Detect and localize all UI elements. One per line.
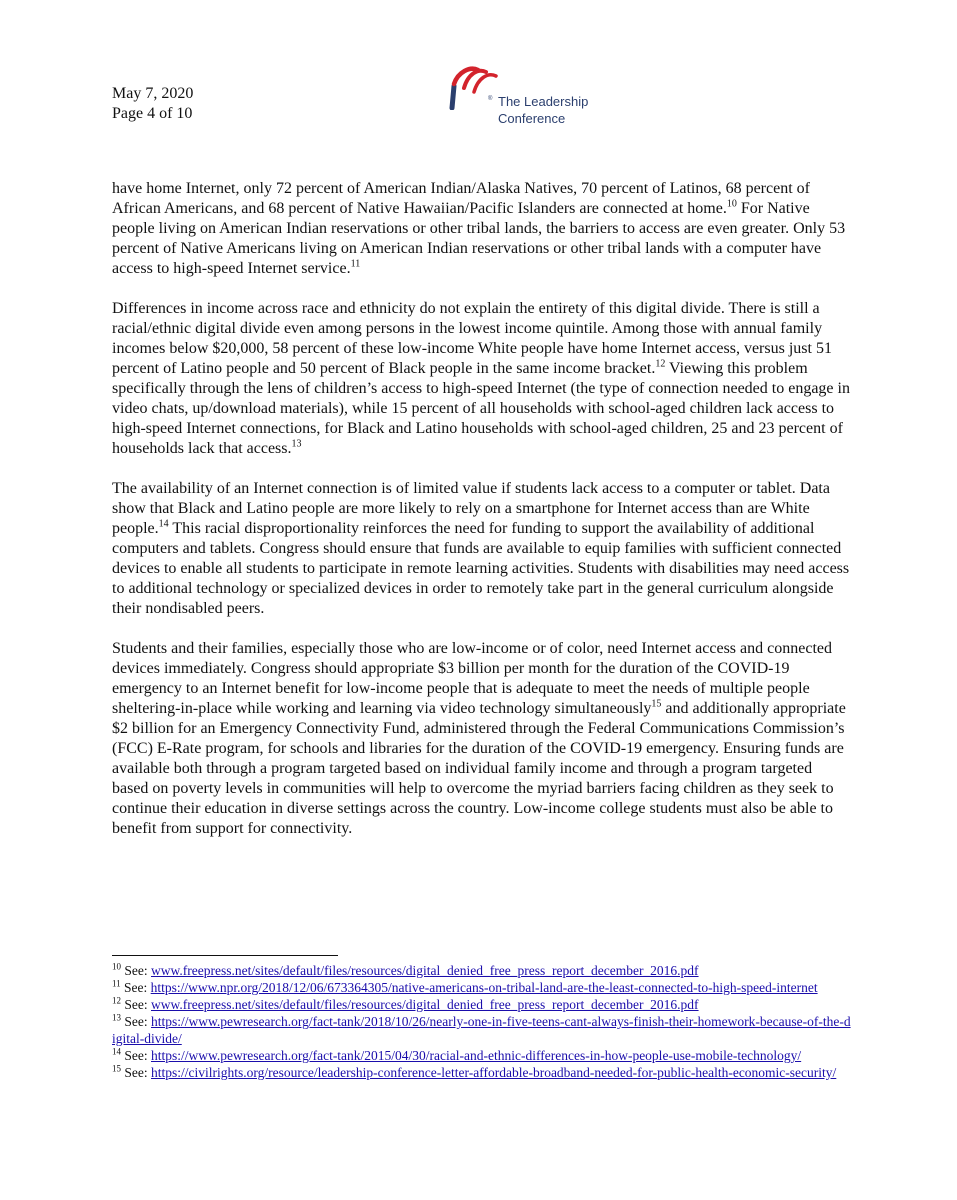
- letter-body: [112, 179, 852, 859]
- logo-line-1: The Leadership: [498, 94, 589, 109]
- paragraph-2: [112, 299, 852, 459]
- footnote-prefix: See:: [121, 1048, 151, 1063]
- page-number: Page 4 of 10: [112, 105, 193, 122]
- footnote-prefix: See:: [121, 1065, 151, 1080]
- footnote-link[interactable]: https://www.pewresearch.org/fact-tank/2018/10/26/nearly-one-in-five-teens-cant-always-finish-their-homework-because-of-the-digital-divide/: [112, 1014, 851, 1046]
- footnote-15: [112, 1064, 852, 1081]
- footnote-14: [112, 1047, 852, 1064]
- footnote-link[interactable]: www.freepress.net/sites/default/files/resources/digital_denied_free_press_report_december_2016.pdf: [151, 963, 699, 978]
- footnotes: [112, 962, 852, 1081]
- paragraph-3-text-a: The availability of an Internet connection is of limited value if students lack access to a computer or tablet. Data show that Black and Latino people are more likely to rely on a smartphone for Internet access than are White people.: [112, 480, 830, 537]
- registered-mark: ®: [488, 96, 493, 102]
- letter-date: May 7, 2020: [112, 85, 194, 102]
- paragraph-2-text-a: Differences in income across race and ethnicity do not explain the entirety of this digital divide. There is still a racial/ethnic digital divide even among persons in the lowest income quintile. Among those with annual family incomes below $20,000, 58 percent of these low-income White people have home Internet access, versus just 51 percent of Latino people and 50 percent of Black people in the same income bracket.: [112, 300, 832, 377]
- paragraph-2-text-b: Viewing this problem specifically through the lens of children’s access to high-speed Internet (the type of connection needed to engage in video chats, up/download materials), while 15 percent of all households with school-aged children lack access to high-speed Internet connections, for Black and Latino households with school-aged children, 25 and 23 percent of households lack that access.: [112, 360, 850, 457]
- footnote-prefix: See:: [121, 1014, 151, 1029]
- footnote-ref-11: 11: [350, 258, 361, 270]
- footnote-11: [112, 979, 852, 996]
- footnote-number: 15: [112, 1063, 121, 1074]
- footnote-prefix: See:: [120, 980, 151, 995]
- paragraph-3-text-b: This racial disproportionality reinforces the need for funding to support the availability of additional computers and tablets. Congress should ensure that funds are available to equip families with sufficient connected devices to enable all students to participate in remote learning activities. Students with disabilities may need access to additional technology or specialized devices in order to remotely take part in the general curriculum alongside their nondisabled peers.: [112, 520, 850, 617]
- footnote-13: [112, 1013, 852, 1047]
- paragraph-3: [112, 479, 852, 619]
- footnote-link[interactable]: https://www.npr.org/2018/12/06/673364305/native-americans-on-tribal-land-are-the-least-connected-to-high-speed-internet: [150, 980, 818, 995]
- logo-arcs-icon: [444, 62, 504, 110]
- footnote-10: [112, 962, 852, 979]
- paragraph-4-text-a: Students and their families, especially those who are low-income or of color, need Internet access and connected devices immediately. Congress should appropriate $3 billion per month for the duration of the COVID-19 emergency to an Internet benefit for low-income people that is adequate to meet the needs of multiple people sheltering-in-place while working and learning via video technology simultaneously: [112, 640, 832, 717]
- footnote-prefix: See:: [121, 997, 151, 1012]
- footnote-ref-12: 12: [655, 358, 666, 370]
- footnote-number: 10: [112, 961, 121, 972]
- footnote-ref-14: 14: [158, 518, 169, 530]
- logo-wordmark: [498, 93, 588, 127]
- footnote-number: 11: [112, 978, 121, 989]
- footnote-link[interactable]: www.freepress.net/sites/default/files/resources/digital_denied_free_press_report_december_2016.pdf: [151, 997, 699, 1012]
- footnote-ref-13: 13: [291, 438, 302, 450]
- paragraph-4-text-b: and additionally appropriate $2 billion for an Emergency Connectivity Fund, administered through the Federal Communications Commission’s (FCC) E-Rate program, for schools and libraries for the duration of the COVID-19 emergency. Ensuring funds are available both through a program targeted based on individual family income and through a program targeted based on poverty levels in communities will help to overcome the myriad barriers facing children as they seek to continue their education in diverse settings across the country. Low-income college students must also be able to benefit from support for connectivity.: [112, 700, 846, 837]
- footnote-link[interactable]: https://civilrights.org/resource/leadership-conference-letter-affordable-broadband-needed-for-public-health-economic-security/: [151, 1065, 837, 1080]
- footnote-link[interactable]: https://www.pewresearch.org/fact-tank/2015/04/30/racial-and-ethnic-differences-in-how-people-use-mobile-technology/: [151, 1048, 802, 1063]
- paragraph-4: [112, 639, 852, 839]
- paragraph-1-text-b: For Native people living on American Indian reservations or other tribal lands, the barriers to access are even greater. Only 53 percent of Native Americans living on American Indian reservations or other tribal lands with a computer have access to high-speed Internet service.: [112, 200, 846, 277]
- footnote-12: [112, 996, 852, 1013]
- footnote-ref-10: 10: [726, 198, 737, 210]
- footnote-divider: [112, 955, 338, 956]
- leadership-conference-logo: [444, 62, 604, 126]
- letter-header: [112, 84, 193, 124]
- footnote-ref-15: 15: [651, 698, 662, 710]
- logo-line-2: Conference: [498, 111, 566, 126]
- paragraph-1: [112, 179, 852, 279]
- footnote-number: 14: [112, 1046, 121, 1057]
- footnote-number: 12: [112, 995, 121, 1006]
- paragraph-1-text-a: have home Internet, only 72 percent of American Indian/Alaska Natives, 70 percent of Latinos, 68 percent of African Americans, and 68 percent of Native Hawaiian/Pacific Islanders are connected at home.: [112, 180, 810, 217]
- footnote-prefix: See:: [121, 963, 151, 978]
- footnote-number: 13: [112, 1012, 121, 1023]
